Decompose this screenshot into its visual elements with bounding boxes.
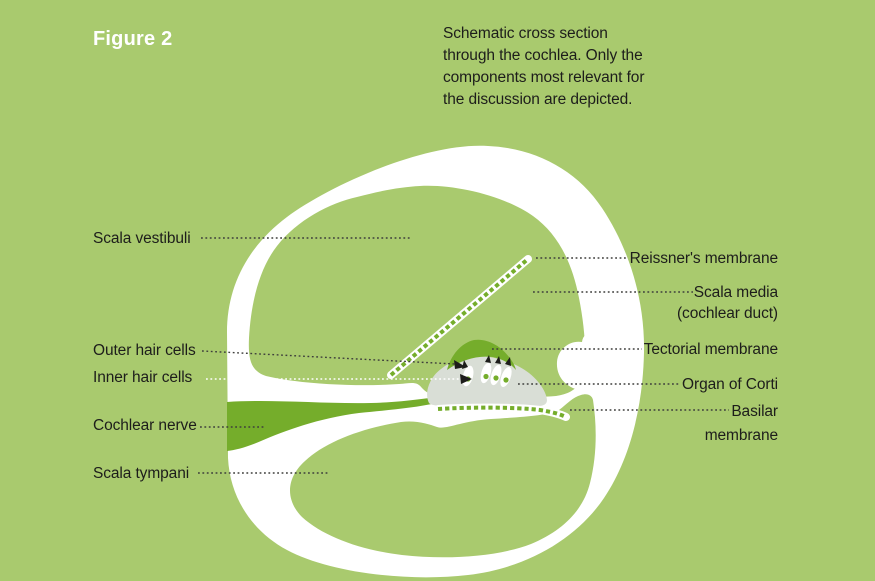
label-scala-tympani: Scala tympani xyxy=(93,465,190,482)
caption-line-2: through the cochlea. Only the xyxy=(443,47,643,64)
label-reissners-membrane: Reissner's membrane xyxy=(629,250,778,267)
label-basilar-membrane-line1: Basilar xyxy=(731,403,778,420)
label-scala-media-line2: (cochlear duct) xyxy=(676,305,778,322)
label-cochlear-nerve: Cochlear nerve xyxy=(93,417,197,434)
label-scala-media-line1: Scala media xyxy=(693,284,778,301)
label-organ-of-corti: Organ of Corti xyxy=(682,376,778,393)
caption-line-4: the discussion are depicted. xyxy=(443,91,633,108)
figure-title: Figure 2 xyxy=(93,28,173,50)
caption-line-1: Schematic cross section xyxy=(443,25,608,42)
label-inner-hair-cells: Inner hair cells xyxy=(93,369,193,386)
label-basilar-membrane-line2: membrane xyxy=(704,427,778,444)
label-scala-vestibuli: Scala vestibuli xyxy=(93,230,191,247)
caption-line-3: components most relevant for xyxy=(443,69,645,86)
label-tectorial-membrane: Tectorial membrane xyxy=(643,341,778,358)
label-outer-hair-cells: Outer hair cells xyxy=(93,342,196,359)
